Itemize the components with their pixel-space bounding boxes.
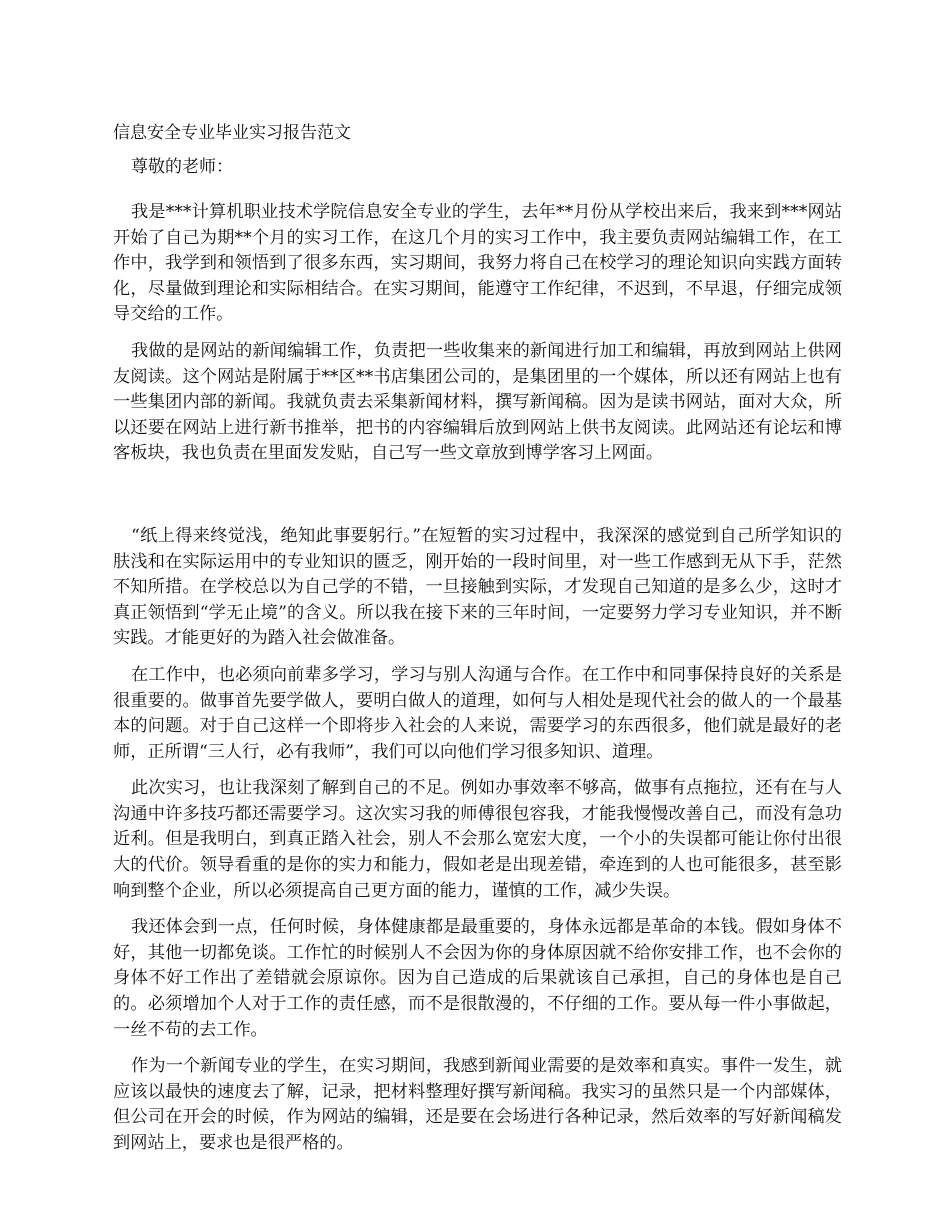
paragraph-gap — [113, 478, 842, 524]
paragraph-2: 我做的是网站的新闻编辑工作，负责把一些收集来的新闻进行加工和编辑，再放到网站上供网友阅读。这个网站是附属于**区**书店集团公司的，是集团里的一个媒体，所以还有网站上也有一些集团内部的新闻。我就负责去采集新闻材料，撰写新闻稿。因为是读书网站，面对大众，所以还要在网站上进行新书推举，把书的内容编辑后放到网站上供书友阅读。此网站还有论坛和博客板块，我也负责在里面发发贴，自己写一些文章放到博学客习上网面。 — [113, 340, 842, 464]
paragraph-7: 作为一个新闻专业的学生，在实习期间，我感到新闻业需要的是效率和真实。事件一发生，就应该以最快的速度去了解，记录，把材料整理好撰写新闻稿。我实习的虽然只是一个内部媒体，但公司在开会的时候，作为网站的编辑，还是要在会场进行各种记录，然后效率的写好新闻稿发到网站上，要求也是很严格的。 — [113, 1056, 842, 1153]
paragraph-6: 我还体会到一点，任何时候，身体健康都是最重要的，身体永远都是革命的本钱。假如身体不好，其他一切都免谈。工作忙的时候别人不会因为你的身体原因就不给你安排工作，也不会你的身体不好工作出了差错就会原谅你。因为自己造成的后果就该自己承担，自己的身体也是自己的。必须增加个人对于工作的责任感，而不是很散漫的，不仔细的工作。要从每一件小事做起，一丝不苟的去工作。 — [113, 917, 842, 1040]
document-page — [113, 120, 842, 1168]
document-title: 信息安全专业毕业实习报告范文 — [113, 123, 351, 143]
paragraph-4: 在工作中，也必须向前辈多学习，学习与别人沟通与合作。在工作中和同事保持良好的关系是很重要的。做事首先要学做人，要明白做人的道理，如何与人相处是现代社会的做人的一个最基本的问题。对于自己这样一个即将步入社会的人来说，需要学习的东西很多，他们就是最好的老师，正所谓“三人行，必有我师”，我们可以向他们学习很多知识、道理。 — [113, 664, 842, 762]
paragraph-3: “纸上得来终觉浅，绝知此事要躬行。”在短暂的实习过程中，我深深的感觉到自己所学知识的肤浅和在实际运用中的专业知识的匮乏，刚开始的一段时间里，对一些工作感到无从下手，茫然不知所措。在学校总以为自己学的不错，一旦接触到实际，才发现自己知道的是多么少，这时才真正领悟到“学无止境”的含义。所以我在接下来的三年时间，一定要努力学习专业知识，并不断实践。才能更好的为踏入社会做准备。 — [113, 525, 842, 649]
salutation: 尊敬的老师： — [131, 157, 233, 177]
paragraph-5: 此次实习，也让我深刻了解到自己的不足。例如办事效率不够高，做事有点拖拉，还有在与人沟通中许多技巧都还需要学习。这次实习我的师傅很包容我，才能我慢慢改善自己，而没有急功近利。但是我明白，到真正踏入社会，别人不会那么宽宏大度，一个小的失误都可能让你付出很大的代价。领导看重的是你的实力和能力，假如老是出现差错，牵连到的人也可能很多，甚至影响到整个企业，所以必须提高自己更方面的能力，谨慎的工作，减少失误。 — [113, 778, 842, 901]
paragraph-1: 我是***计算机职业技术学院信息安全专业的学生，去年**月份从学校出来后，我来到***网站开始了自己为期**个月的实习工作，在这几个月的实习工作中，我主要负责网站编辑工作，在工作中，我学到和领悟到了很多东西，实习期间，我努力将自己在校学习的理论知识向实践方面转化，尽量做到理论和实际相结合。在实习期间，能遵守工作纪律，不迟到，不早退，仔细完成领导交给的工作。 — [113, 202, 842, 325]
